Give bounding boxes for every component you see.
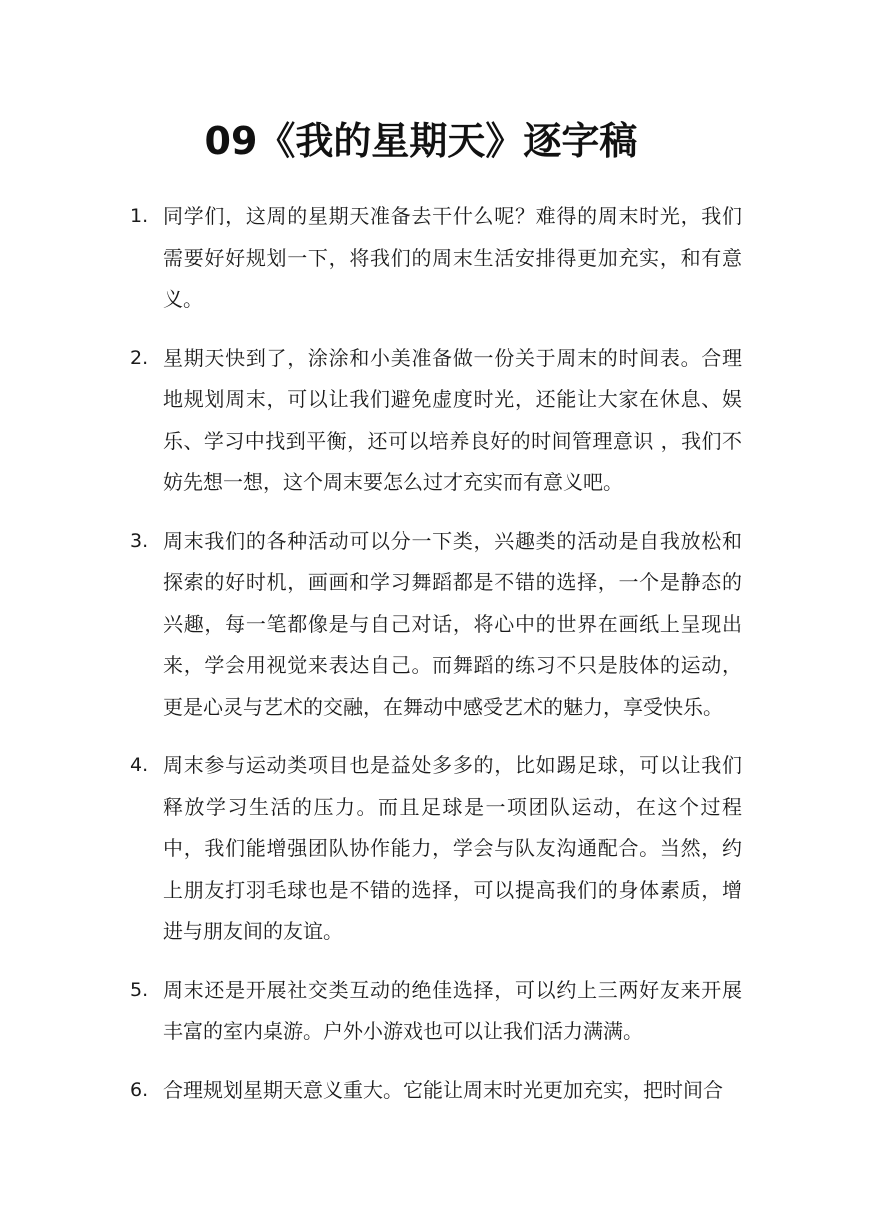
list-item	[130, 745, 742, 953]
list-item	[130, 521, 742, 729]
paragraph-list	[130, 196, 742, 1128]
item-text: 周末还是开展社交类互动的绝佳选择，可以约上三两好友来开展丰富的室内桌游。户外小游戏也可以让我们活力满满。	[163, 977, 742, 1043]
item-number: 1.	[130, 205, 149, 227]
document-title: 09《我的星期天》逐字稿	[204, 119, 638, 163]
item-number: 3.	[130, 529, 149, 552]
item-number: 6.	[130, 1078, 149, 1101]
item-number: 2.	[130, 346, 149, 369]
item-text: 周末参与运动类项目也是益处多多的，比如踢足球，可以让我们释放学习生活的压力。而且足球是一项团队运动，在这个过程中，我们能增强团队协作能力，学会与队友沟通配合。当然，约上朋友打羽毛球也是不错的选择，可以提高我们的身体素质，增进与朋友间的友谊。	[163, 753, 742, 943]
item-number: 5.	[130, 978, 149, 1001]
list-item	[130, 196, 742, 321]
list-item	[130, 1070, 742, 1112]
item-text: 星期天快到了，涂涂和小美准备做一份关于周末的时间表。合理地规划周末，可以让我们避免虚度时光，还能让大家在休息、娱乐、学习中找到平衡，还可以培养良好的时间管理意识 ，我们不妨先想一想，这个周末要怎么过才充实而有意义吧。	[163, 345, 742, 494]
item-text: 同学们，这周的星期天准备去干什么呢？难得的周末时光，我们需要好好规划一下，将我们的周末生活安排得更加充实，和有意义。	[163, 204, 742, 311]
item-number: 4.	[130, 754, 149, 776]
item-text: 周末我们的各种活动可以分一下类，兴趣类的活动是自我放松和探索的好时机，画画和学习舞蹈都是不错的选择，一个是静态的兴趣，每一笔都像是与自己对话，将心中的世界在画纸上呈现出来，学会用视觉来表达自己。而舞蹈的练习不只是肢体的运动，更是心灵与艺术的交融，在舞动中感受艺术的魅力，享受快乐。	[163, 528, 742, 719]
list-item	[130, 338, 742, 504]
item-text: 合理规划星期天意义重大。它能让周末时光更加充实，把时间合	[163, 1077, 723, 1102]
list-item	[130, 970, 742, 1053]
